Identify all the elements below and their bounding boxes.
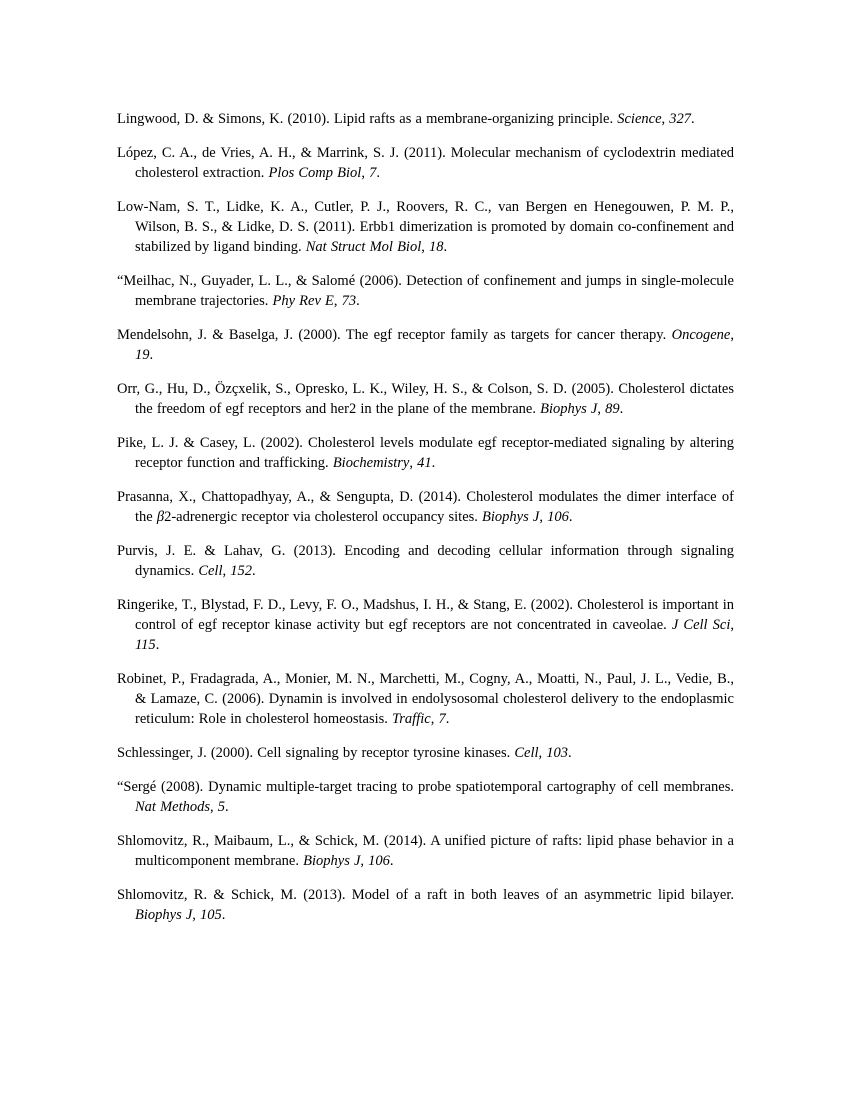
reference-text: Schlessinger, J. (2000). Cell signaling by receptor tyrosine kinases. (117, 745, 515, 761)
reference-text: , (730, 617, 734, 633)
reference-text: . (225, 799, 229, 815)
reference-italic-text: 73 (341, 293, 357, 309)
reference-entry (117, 831, 734, 871)
reference-italic-text: Plos Comp Biol (268, 165, 362, 181)
reference-text: , (430, 711, 439, 727)
reference-italic-text: Phy Rev E (272, 293, 334, 309)
reference-text: . (252, 563, 256, 579)
reference-text: , (333, 293, 342, 309)
reference-text: , (192, 907, 201, 923)
reference-italic-text: 327 (669, 111, 692, 127)
reference-italic-text: Oncogene (671, 327, 731, 343)
reference-italic-text: β (156, 509, 165, 525)
reference-italic-text: 7 (438, 711, 446, 727)
reference-text: , (539, 509, 548, 525)
reference-text: . (443, 239, 448, 255)
reference-italic-text: 18 (428, 239, 444, 255)
reference-text: , (360, 853, 369, 869)
reference-text: Ringerike, T., Blystad, F. D., Levy, F. O., Madshus, I. H., & Stang, E. (2002). Cholesterol is important in control of egf receptor kinase activity but egf receptors are not concentrated in caveolae. (117, 597, 734, 633)
reference-text: , (421, 239, 429, 255)
reference-text: , (597, 401, 606, 417)
reference-entry (117, 595, 734, 655)
reference-italic-text: 7 (369, 165, 377, 181)
reference-italic-text: J Cell Sci (671, 617, 731, 633)
reference-italic-text: Biophys J (540, 401, 598, 417)
reference-text: “Meilhac, N., Guyader, L. L., & Salomé (2006). Detection of confinement and jumps in single-molecule membrane trajectories. (117, 273, 734, 309)
reference-entry (117, 271, 734, 311)
reference-entry (117, 487, 734, 527)
reference-text: . (619, 401, 624, 417)
reference-italic-text: 106 (547, 509, 569, 525)
reference-text: . (376, 165, 380, 181)
reference-entry (117, 433, 734, 473)
reference-italic-text: Biophys J (482, 509, 540, 525)
reference-text: Lingwood, D. & Simons, K. (2010). Lipid rafts as a membrane-organizing principle. (117, 111, 618, 127)
reference-italic-text: Science (617, 111, 662, 127)
reference-text: . (389, 853, 394, 869)
reference-italic-text: 152 (230, 563, 252, 579)
reference-text: , (409, 455, 418, 471)
reference-text: . (445, 711, 450, 727)
reference-text: . (568, 745, 572, 761)
reference-italic-text: Cell (514, 745, 539, 761)
reference-entry (117, 109, 734, 129)
reference-text: . (356, 293, 360, 309)
reference-italic-text: Traffic (392, 711, 431, 727)
reference-italic-text: Biochemistry (332, 455, 410, 471)
reference-text: , (538, 745, 547, 761)
reference-entry (117, 143, 734, 183)
reference-entry (117, 777, 734, 817)
reference-entry (117, 197, 734, 257)
reference-italic-text: 105 (200, 907, 222, 923)
reference-italic-text: Biophys J (135, 907, 193, 923)
reference-text: , (361, 165, 370, 181)
reference-text: Mendelsohn, J. & Baselga, J. (2000). The egf receptor family as targets for cancer therapy. (117, 327, 672, 343)
reference-list (117, 109, 734, 939)
reference-entry (117, 379, 734, 419)
reference-text: Prasanna, X., Chattopadhyay, A., & Sengupta, D. (2014). Cholesterol modulates the dimer interface of the (117, 489, 734, 525)
reference-entry (117, 669, 734, 729)
reference-text: , (661, 111, 670, 127)
reference-text: . (691, 111, 695, 127)
reference-entry (117, 541, 734, 581)
reference-text: Purvis, J. E. & Lahav, G. (2013). Encoding and decoding cellular information through signaling dynamics. (117, 543, 734, 579)
reference-text: Orr, G., Hu, D., Özçxelik, S., Opresko, L. K., Wiley, H. S., & Colson, S. D. (2005). Cholesterol dictates the freedom of egf receptors and her2 in the plane of the membrane. (117, 381, 734, 417)
reference-text: Low-Nam, S. T., Lidke, K. A., Cutler, P. J., Roovers, R. C., van Bergen en Henegouwen, P. M. P., Wilson, B. S., & Lidke, D. S. (2011). Erbb1 dimerization is promoted by domain co-confinement and stabilized by ligand binding. (117, 199, 734, 255)
reference-text: “Sergé (2008). Dynamic multiple-target tracing to probe spatiotemporal cartography of cell membranes. (117, 779, 734, 795)
reference-text: , (222, 563, 231, 579)
reference-italic-text: 103 (546, 745, 569, 761)
reference-text: . (431, 455, 436, 471)
reference-text: . (155, 637, 160, 653)
reference-italic-text: 89 (605, 401, 620, 417)
reference-text: , (730, 327, 734, 343)
reference-italic-text: Nat Struct Mol Biol (305, 239, 422, 255)
reference-text: López, C. A., de Vries, A. H., & Marrink, S. J. (2011). Molecular mechanism of cyclodextrin mediated cholesterol extraction. (117, 145, 734, 181)
reference-italic-text: Cell (198, 563, 223, 579)
reference-italic-text: 115 (135, 637, 156, 653)
reference-entry (117, 743, 734, 763)
reference-italic-text: 41 (417, 455, 432, 471)
reference-italic-text: 106 (368, 853, 390, 869)
reference-italic-text: Biophys J (303, 853, 361, 869)
reference-text: . (568, 509, 573, 525)
reference-text: Robinet, P., Fradagrada, A., Monier, M. N., Marchetti, M., Cogny, A., Moatti, N., Paul, J. L., Vedie, B., & Lamaze, C. (2006). Dynamin is involved in endolysosomal cholesterol delivery to the endoplasmic reticulum: Role in cholesterol homeostasis. (117, 671, 734, 727)
reference-text: Pike, L. J. & Casey, L. (2002). Cholesterol levels modulate egf receptor-mediated signaling by altering receptor function and trafficking. (117, 435, 734, 471)
reference-text: Shlomovitz, R., Maibaum, L., & Schick, M. (2014). A unified picture of rafts: lipid phase behavior in a multicomponent membrane. (117, 833, 734, 869)
reference-italic-text: 19 (135, 347, 150, 363)
reference-entry (117, 885, 734, 925)
reference-italic-text: Nat Methods (135, 799, 211, 815)
reference-text: . (221, 907, 226, 923)
reference-entry (117, 325, 734, 365)
reference-text: Shlomovitz, R. & Schick, M. (2013). Model of a raft in both leaves of an asymmetric lipid bilayer. (117, 887, 734, 903)
reference-text: , (210, 799, 218, 815)
reference-text: 2-adrenergic receptor via cholesterol occupancy sites. (164, 509, 483, 525)
reference-text: . (149, 347, 154, 363)
reference-italic-text: 5 (217, 799, 226, 815)
